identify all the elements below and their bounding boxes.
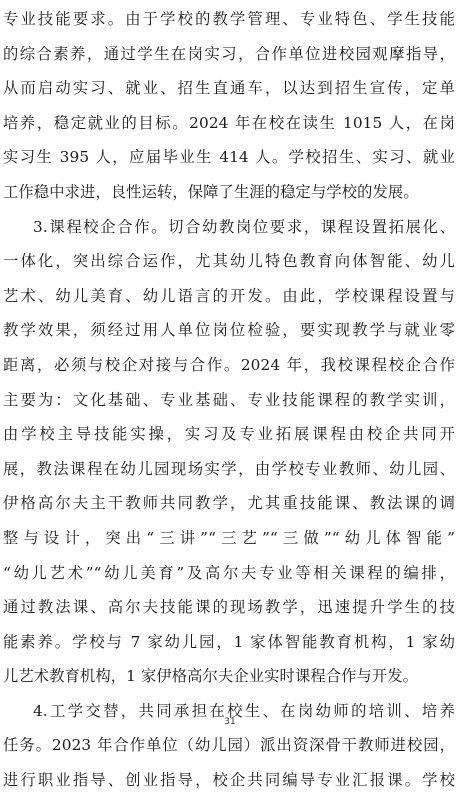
text-line: 实习生 395 人，应届毕业生 414 人。学校招生、实习、就业 [3, 148, 455, 167]
text-line: “幼儿艺术”“幼儿美育”及高尔夫专业等相关课程的编排， [3, 563, 455, 582]
text-line: 任务。2023 年合作单位（幼儿园）派出资深骨干教师进校园， [3, 736, 455, 755]
text-line: 展，教法课程在幼儿园现场实学，由学校专业教师、幼儿园、 [3, 459, 455, 478]
text-line: 工作稳中求进，良性运转，保障了生涯的稳定与学校的发展。 [3, 182, 419, 201]
text-line: 一体化，突出综合运作，尤其幼儿特色教育向体智能、幼儿 [3, 252, 455, 271]
text-line: 从而启动实习、就业、招生直通车，以达到招生宣传，定单 [3, 79, 455, 98]
body-text [3, 2, 455, 798]
text-line: 主要为：文化基础、专业基础、专业技能课程的教学实训， [3, 390, 455, 409]
text-line: 3.课程校企合作。切合幼教岗位要求，课程设置拓展化、 [33, 217, 455, 236]
text-line: 4.工学交替，共同承担在校生、在岗幼师的培训、培养 [33, 701, 455, 720]
page-number: 31 [224, 717, 236, 727]
text-line: 教学效果，须经过用人单位岗位检验，要实现教学与就业零 [3, 321, 455, 340]
text-line: 培养，稳定就业的目标。2024 年在校在读生 1015 人，在岗 [3, 113, 455, 132]
text-line: 艺术、幼儿美育、幼儿语言的开发。由此，学校课程设置与 [3, 286, 455, 305]
text-line: 专业技能要求。由于学校的教学管理、专业特色、学生技能 [3, 10, 455, 28]
text-line: 能素养。学校与 7 家幼儿园，1 家体智能教育机构，1 家幼 [3, 632, 455, 651]
text-line: 伊格高尔夫主干教师共同教学，尤其重技能课、教法课的调 [3, 494, 455, 513]
text-line: 整与设计，突出“三讲”“三艺”“三做”“幼儿体智能” [3, 528, 455, 547]
text-line: 由学校主导技能实操，实习及专业拓展课程由校企共同开 [3, 425, 455, 444]
text-line: 的综合素养，通过学生在岗实习，合作单位进校园观摩指导， [3, 44, 455, 63]
text-line: 进行职业指导、创业指导，校企共同编导专业汇报课。学校 [3, 771, 455, 790]
text-line: 距离，必须与校企对接与合作。2024 年，我校课程校企合作 [3, 355, 455, 374]
text-line: 儿艺术教育机构，1 家伊格高尔夫企业实时课程合作与开发。 [3, 667, 419, 686]
text-line: 通过教法课、高尔夫技能课的现场教学，迅速提升学生的技 [3, 598, 455, 617]
